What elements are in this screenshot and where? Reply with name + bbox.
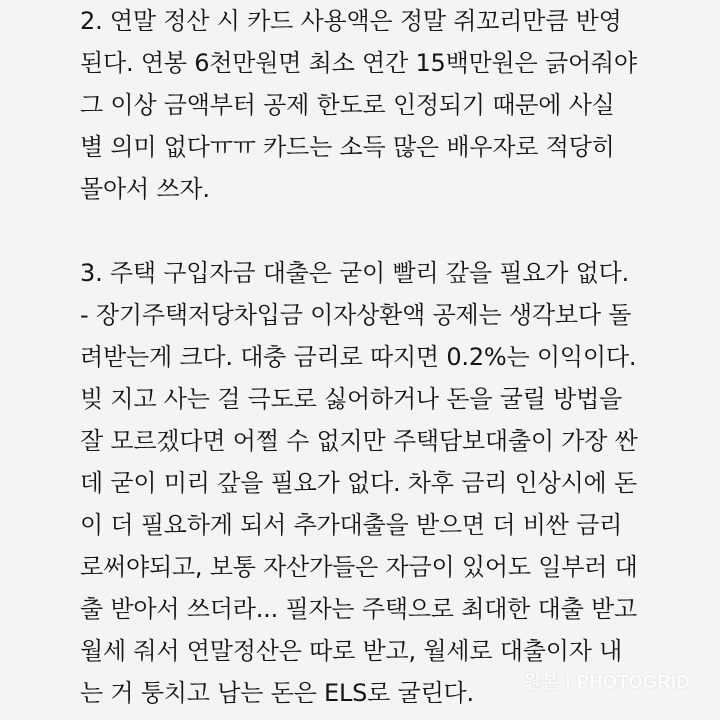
paragraph-line: - 장기주택저당차입금 이자상환액 공제는 생각보다 돌 [80,301,632,329]
paragraph-line: 는 거 퉁치고 남는 돈은 ELS로 굴린다. [80,679,474,707]
paragraph-line: 된다. 연봉 6천만원면 최소 연간 15백만원은 긁어줘야 [80,49,637,77]
section-3 [80,252,680,714]
paragraph-line: 데 굳이 미리 갚을 필요가 없다. 차후 금리 인상시에 돈 [80,469,637,497]
paragraph-line: 2. 연말 정산 시 카드 사용액은 정말 쥐꼬리만큼 반영 [80,7,622,35]
paragraph-line: 잘 모르겠다면 어쩔 수 없지만 주택담보대출이 가장 싼 [80,427,638,455]
watermark-left-text: 원본 [523,672,560,692]
paragraph-line: 그 이상 금액부터 공제 한도로 인정되기 때문에 사실 [80,91,615,119]
paragraph-line: 로써야되고, 보통 자산가들은 자금이 있어도 일부러 대 [80,553,638,581]
paragraph-line: 월세 줘서 연말정산은 따로 받고, 월세로 대출이자 내 [80,637,623,665]
paragraph-line: 몰아서 쓰자. [80,175,210,203]
paragraph-line: 빚 지고 사는 걸 극도로 싫어하거나 돈을 굴릴 방법을 [80,385,623,413]
watermark-brand-text: PHOTOGRID [576,672,690,692]
section-2 [80,0,680,210]
paragraph-line: 출 받아서 쓰더라... 필자는 주택으로 최대한 대출 받고 [80,595,637,623]
photogrid-watermark [523,668,690,694]
paragraph-line: 려받는게 크다. 대충 금리로 따지면 0.2%는 이익이다. [80,343,637,371]
paragraph-line: 이 더 필요하게 되서 추가대출을 받으면 더 비싼 금리 [80,511,623,539]
paragraph-line: 별 의미 없다ㅠㅠ 카드는 소득 많은 배우자로 적당히 [80,133,615,161]
paragraph-line: 3. 주택 구입자금 대출은 굳이 빨리 갚을 필요가 없다. [80,259,630,287]
paragraph-spacer [80,210,680,252]
document-body [80,0,680,714]
watermark-separator: | [565,672,571,692]
